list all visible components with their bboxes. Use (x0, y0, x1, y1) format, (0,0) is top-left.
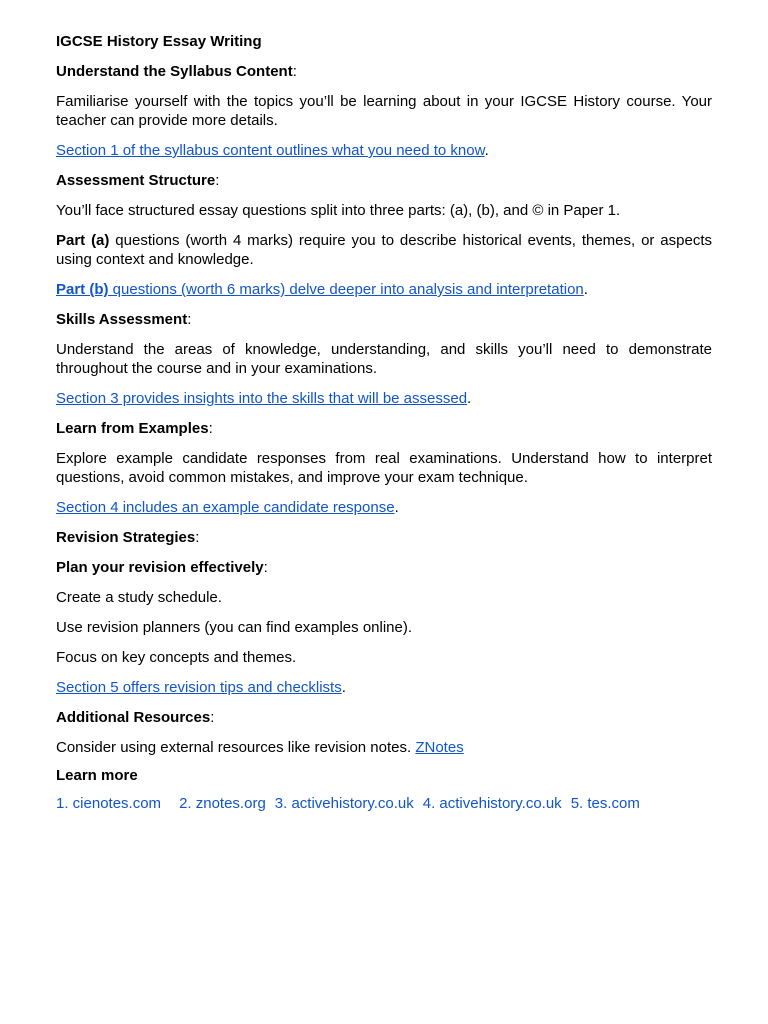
part-b-text: questions (worth 6 marks) delve deeper into analysis and interpretation (108, 281, 584, 298)
part-a-label: Part (a) (56, 232, 110, 249)
assessment-heading-line (56, 171, 712, 190)
resources-body: Consider using external resources like revision notes. (56, 739, 416, 756)
part-a-paragraph (56, 231, 712, 269)
part-b-suffix: . (583, 281, 588, 298)
part-b-link[interactable] (56, 281, 584, 298)
syllabus-heading-colon: : (292, 63, 297, 80)
skills-link-line (56, 389, 712, 408)
assessment-heading-colon: : (215, 172, 220, 189)
learn-more-links (56, 794, 712, 813)
revision-link-suffix: . (341, 679, 346, 696)
part-a-text: questions (worth 4 marks) require you to describe historical events, themes, or aspects using context and knowledge. (56, 232, 712, 268)
revision-item: Focus on key concepts and themes. (56, 649, 297, 666)
resources-heading-line (56, 708, 712, 727)
resources-heading: Additional Resources (56, 709, 211, 726)
plan-heading: Plan your revision effectively (56, 559, 264, 576)
revision-section-5-link[interactable]: Section 5 offers revision tips and checklists (56, 679, 342, 696)
revision-item: Use revision planners (you can find examples online). (56, 619, 413, 636)
examples-link-line (56, 498, 712, 517)
syllabus-body: Familiarise yourself with the topics you’ll be learning about in your IGCSE History course. Your teacher can provide more details. (56, 93, 712, 129)
examples-heading-colon: : (208, 420, 213, 437)
assessment-heading: Assessment Structure (56, 172, 216, 189)
examples-heading-line (56, 419, 712, 438)
learn-more-link-znotes[interactable]: 2. znotes.org (179, 795, 266, 812)
revision-heading: Revision Strategies (56, 529, 196, 546)
examples-section-4-link[interactable]: Section 4 includes an example candidate response (56, 499, 395, 516)
skills-heading-colon: : (187, 311, 192, 328)
skills-section-3-link[interactable]: Section 3 provides insights into the skills that will be assessed (56, 390, 468, 407)
examples-link-suffix: . (394, 499, 399, 516)
learn-more-link-activehistory[interactable]: 4. activehistory.co.uk (422, 795, 562, 812)
examples-heading: Learn from Examples (56, 420, 209, 437)
learn-more-link-activehistory[interactable]: 3. activehistory.co.uk (274, 795, 414, 812)
syllabus-link-line (56, 141, 712, 160)
skills-link-suffix: . (467, 390, 472, 407)
resources-body-line (56, 738, 712, 757)
assessment-body: You’ll face structured essay questions split into three parts: (a), (b), and © in Paper 1. (56, 202, 621, 219)
revision-heading-line (56, 528, 712, 547)
skills-heading: Skills Assessment (56, 311, 188, 328)
learn-more-heading: Learn more (56, 767, 138, 784)
learn-more-link-tes[interactable]: 5. tes.com (570, 795, 640, 812)
part-b-label: Part (b) (56, 281, 109, 298)
syllabus-link-suffix: . (484, 142, 489, 159)
part-b-line (56, 280, 712, 299)
document-title: IGCSE History Essay Writing (56, 33, 262, 50)
plan-heading-line (56, 558, 712, 577)
resources-heading-colon: : (210, 709, 215, 726)
learn-more-link-cienotes[interactable]: 1. cienotes.com (56, 795, 162, 812)
examples-body: Explore example candidate responses from real examinations. Understand how to interpret questions, avoid common mistakes, and improve your exam technique. (56, 450, 712, 486)
syllabus-heading-line (56, 62, 712, 81)
revision-item: Create a study schedule. (56, 589, 222, 606)
revision-heading-colon: : (195, 529, 200, 546)
znotes-link[interactable]: ZNotes (415, 739, 464, 756)
syllabus-heading: Understand the Syllabus Content (56, 63, 293, 80)
skills-body: Understand the areas of knowledge, understanding, and skills you’ll need to demonstrate throughout the course and in your examinations. (56, 341, 712, 377)
syllabus-section-1-link[interactable]: Section 1 of the syllabus content outlines what you need to know (56, 142, 485, 159)
revision-link-line (56, 678, 712, 697)
plan-heading-colon: : (263, 559, 268, 576)
skills-heading-line (56, 310, 712, 329)
